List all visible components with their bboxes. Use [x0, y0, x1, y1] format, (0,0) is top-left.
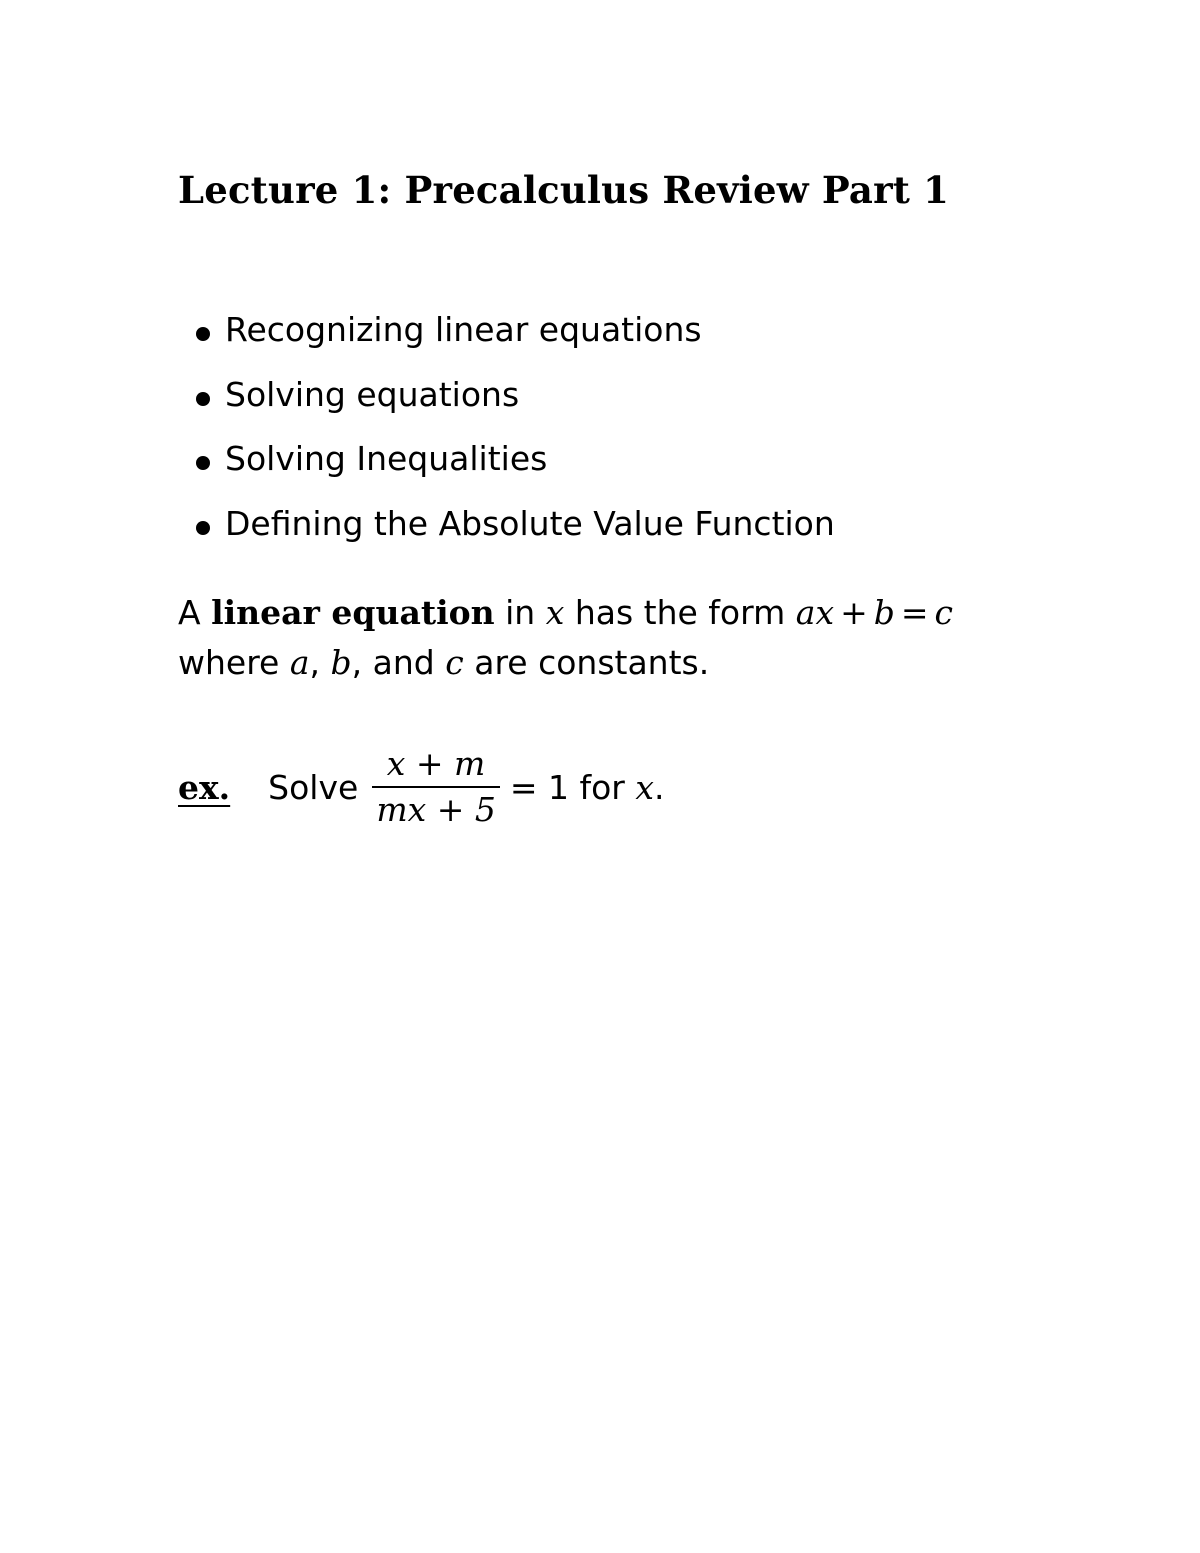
fraction-denominator: mx + 5	[376, 790, 496, 829]
equation-equals: =	[900, 593, 929, 632]
bullet-icon	[196, 521, 210, 535]
list-item	[196, 439, 835, 504]
example-variable: x	[635, 767, 654, 807]
example-period: .	[653, 767, 665, 807]
example-label: ex.	[178, 767, 231, 807]
definition-line-1	[178, 588, 953, 638]
bullet-icon	[196, 456, 210, 470]
definition-in: in	[505, 593, 536, 632]
list-item-text: Solving Inequalities	[225, 439, 548, 478]
definition-where: where	[178, 643, 280, 682]
variable-b: b	[330, 643, 352, 682]
definition-and: and	[372, 643, 435, 682]
list-item	[196, 375, 835, 440]
equation-b: b	[873, 593, 895, 632]
bullet-icon	[196, 392, 210, 406]
definition-term: linear equation	[211, 593, 495, 632]
list-item-text: Recognizing linear equations	[225, 310, 702, 349]
equation-ax: ax	[795, 593, 835, 632]
example-problem	[178, 737, 664, 837]
example-equals-one: = 1	[509, 767, 569, 807]
list-item	[196, 504, 835, 569]
example-for-word: for	[579, 767, 625, 807]
definition-line-2: where a, b, and c are constants.	[178, 643, 710, 682]
example-solve-word: Solve	[268, 767, 359, 807]
definition-rest: are constants.	[474, 643, 710, 682]
list-item-text: Defining the Absolute Value Function	[225, 503, 835, 543]
list-item-text: Solving equations	[225, 374, 520, 414]
bullet-icon	[196, 327, 210, 341]
definition-form-text: has the form	[574, 593, 786, 632]
definition-article: A	[178, 593, 201, 632]
variable-x: x	[545, 593, 565, 632]
topic-list	[196, 310, 835, 568]
variable-c: c	[445, 643, 464, 682]
linear-equation-definition	[178, 588, 953, 688]
variable-a: a	[289, 643, 310, 682]
equation-plus: +	[840, 593, 868, 632]
lecture-title: Lecture 1: Precalculus Review Part 1	[178, 168, 950, 212]
fraction	[372, 742, 500, 832]
equation-c: c	[934, 593, 953, 632]
list-item	[196, 310, 835, 375]
fraction-numerator: x + m	[386, 744, 486, 783]
